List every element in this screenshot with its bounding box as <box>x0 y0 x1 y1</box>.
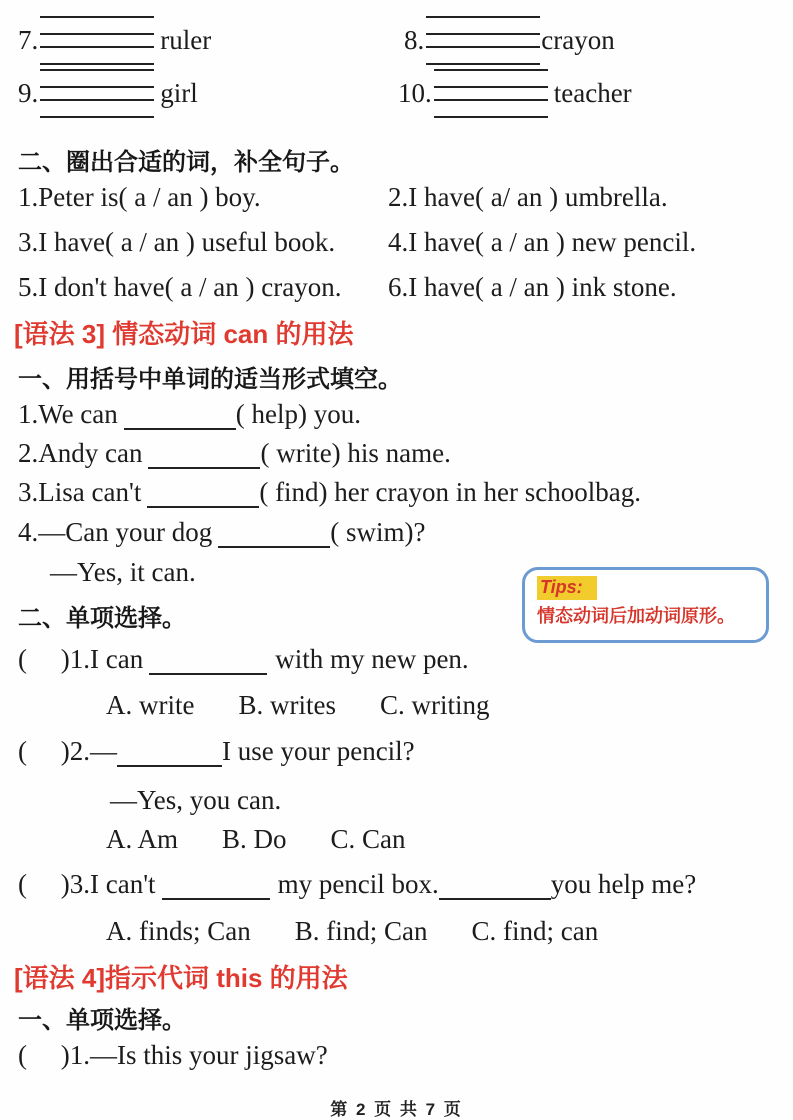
answer-blank <box>439 868 551 900</box>
option-b: B. Do <box>222 824 287 854</box>
choice-q2-options <box>106 824 406 855</box>
option-b: B. writes <box>238 690 336 720</box>
option-c: C. find; can <box>471 916 599 946</box>
circle-item-2: 2.I have( a/ an ) umbrella. <box>388 182 668 212</box>
fill-item-1 <box>18 398 361 430</box>
question-post: with my new pen. <box>275 644 469 674</box>
page-number-footer: 第 2 页 共 7 页 <box>330 1100 463 1119</box>
fill-blank <box>124 398 236 430</box>
option-a: A. write <box>106 690 195 720</box>
choice-q1 <box>18 643 469 675</box>
circle-item-1: 1.Peter is( a / an ) boy. <box>18 182 261 212</box>
option-a: A. Am <box>106 824 179 854</box>
grammar3-heading: [语法 3] 情态动词 can 的用法 <box>14 319 354 349</box>
writing-grid-blank <box>40 69 154 118</box>
item-number: 7. <box>18 25 39 55</box>
question-pre: ( )1.I can <box>18 644 144 674</box>
writing-grid-blank <box>426 16 540 65</box>
item-word: girl <box>160 78 198 108</box>
choice-q3 <box>18 868 696 900</box>
fill-pre: 1.We can <box>18 399 118 429</box>
section-circle-heading: 二、圈出合适的词，补全句子。 <box>18 149 354 176</box>
fill-pre: 3.Lisa can't <box>18 477 142 507</box>
item-number: 10. <box>398 78 432 108</box>
circle-item-5: 5.I don't have( a / an ) crayon. <box>18 272 342 302</box>
item-word: teacher <box>553 78 632 108</box>
fill-item-3 <box>18 476 641 508</box>
answer-blank <box>117 735 222 767</box>
tips-text: 情态动词后加动词原形。 <box>537 606 735 626</box>
word-item-7 <box>18 16 211 65</box>
fill-blank <box>218 516 330 548</box>
grammar4-q1: ( )1.—Is this your jigsaw? <box>18 1040 328 1070</box>
option-c: C. writing <box>379 690 490 720</box>
option-a: A. finds; Can <box>106 916 251 946</box>
grammar3-choice-heading: 二、单项选择。 <box>18 605 186 632</box>
word-item-10 <box>398 69 632 118</box>
writing-grid-blank <box>434 69 548 118</box>
question-pre: ( )2.— <box>18 736 117 766</box>
word-item-8 <box>404 16 615 65</box>
answer-blank <box>162 868 270 900</box>
fill-blank <box>148 437 260 469</box>
circle-item-3: 3.I have( a / an ) useful book. <box>18 227 336 257</box>
option-c: C. Can <box>330 824 406 854</box>
choice-q3-options <box>106 916 598 947</box>
word-row-1 <box>0 16 793 72</box>
fill-pre: 4.—Can your dog <box>18 517 213 547</box>
choice-q2-answer: —Yes, you can. <box>110 785 282 815</box>
choice-q1-options <box>106 690 490 721</box>
grammar4-heading: [语法 4]指示代词 this 的用法 <box>14 963 348 993</box>
item-word: ruler <box>160 25 212 55</box>
answer-blank <box>149 643 267 675</box>
tips-label: Tips: <box>537 576 597 600</box>
choice-q2 <box>18 735 415 767</box>
fill-item-2 <box>18 437 451 469</box>
writing-grid-blank <box>40 16 154 65</box>
circle-item-4: 4.I have( a / an ) new pencil. <box>388 227 697 257</box>
fill-blank <box>147 476 259 508</box>
item-number: 8. <box>404 25 425 55</box>
fill-post: ( find) her crayon in her schoolbag. <box>259 477 641 507</box>
fill-post: ( write) his name. <box>260 438 451 468</box>
word-row-2 <box>0 69 793 125</box>
fill-item-4 <box>18 516 425 548</box>
question-seg2: my pencil box. <box>277 869 439 899</box>
grammar3-fill-heading: 一、用括号中单词的适当形式填空。 <box>18 366 402 393</box>
fill-post: ( swim)? <box>330 517 426 547</box>
item-number: 9. <box>18 78 39 108</box>
word-item-9 <box>18 69 198 118</box>
circle-item-6: 6.I have( a / an ) ink stone. <box>388 272 677 302</box>
question-seg3: you help me? <box>550 869 697 899</box>
fill-pre: 2.Andy can <box>18 438 143 468</box>
question-seg1: ( )3.I can't <box>18 869 156 899</box>
fill-answer-line: —Yes, it can. <box>50 557 196 587</box>
question-post: I use your pencil? <box>221 736 415 766</box>
option-b: B. find; Can <box>294 916 428 946</box>
fill-post: ( help) you. <box>235 399 361 429</box>
item-word: crayon <box>541 25 615 55</box>
tips-callout <box>522 567 769 643</box>
grammar4-sub-heading: 一、单项选择。 <box>18 1007 186 1034</box>
